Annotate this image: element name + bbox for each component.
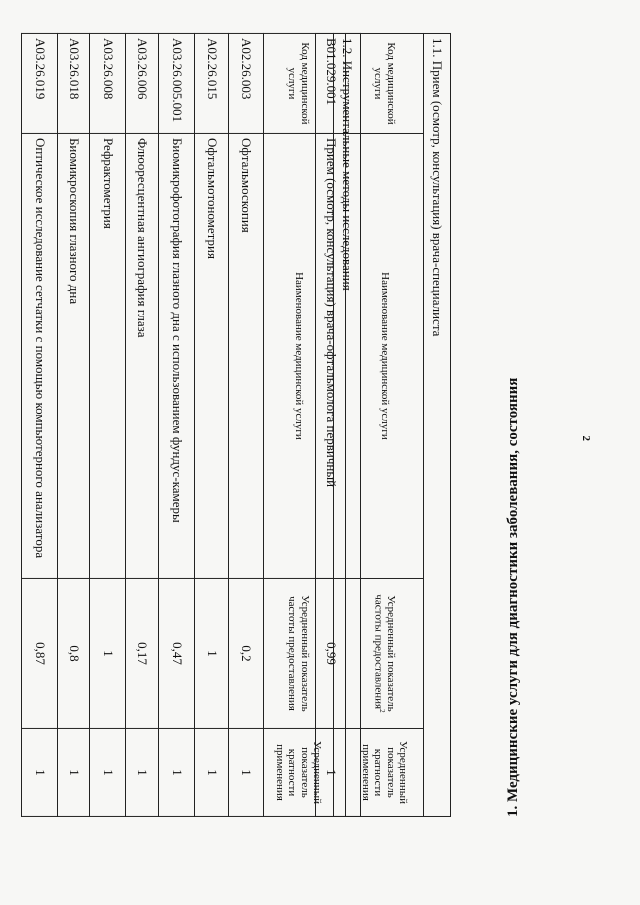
cell-code: A02.26.003 <box>229 33 264 133</box>
cell-code: A03.26.018 <box>58 33 90 133</box>
header-code: Код медицинской услуги <box>346 33 424 133</box>
cell-mult: 1 <box>195 728 229 816</box>
cell-freq: 1 <box>195 578 229 728</box>
cell-freq: 0,99 <box>316 578 346 728</box>
cell-mult: 1 <box>159 728 195 816</box>
header-name: Наименование медицинской услуги <box>264 133 334 578</box>
cell-freq: 1 <box>90 578 126 728</box>
cell-code: A03.26.008 <box>90 33 126 133</box>
cell-mult: 1 <box>58 728 90 816</box>
cell-name: Оптическое исследование сетчатки с помощью компьютерного анализатора <box>22 133 58 578</box>
cell-name: Прием (осмотр, консультация) врача-офтальмолога первичный <box>316 133 346 578</box>
cell-mult: 1 <box>22 728 58 816</box>
section-title: 1. Медицинские услуги для диагностики заболевания, состояния <box>505 377 521 817</box>
cell-code: A02.26.015 <box>195 33 229 133</box>
cell-freq: 0,2 <box>229 578 264 728</box>
table-instrumental <box>21 33 361 817</box>
cell-code: A03.26.019 <box>22 33 58 133</box>
cell-mult: 1 <box>90 728 126 816</box>
header-mult: Усредненный показатель кратности применения <box>264 728 334 816</box>
cell-mult: 1 <box>229 728 264 816</box>
cell-mult: 1 <box>126 728 159 816</box>
cell-name: Офтальмотонометрия <box>195 133 229 578</box>
header-mult: Усредненный показатель кратности применения <box>346 728 424 816</box>
header-code: Код медицинской услуги <box>264 33 334 133</box>
header-freq: Усредненный показатель частоты предоставления <box>264 578 334 728</box>
page-number: 2 <box>580 435 592 441</box>
cell-freq: 0,47 <box>159 578 195 728</box>
cell-name: Офтальмоскопия <box>229 133 264 578</box>
cell-mult: 1 <box>316 728 346 816</box>
cell-freq: 0,8 <box>58 578 90 728</box>
cell-code: B01.029.001 <box>316 33 346 133</box>
subsection-heading: 1.2. Инструментальные методы исследования <box>334 33 361 816</box>
cell-name: Биомикроскопия глазного дна <box>58 133 90 578</box>
cell-name: Флюоресцентная ангиография глаза <box>126 133 159 578</box>
cell-code: A03.26.006 <box>126 33 159 133</box>
cell-name: Рефрактометрия <box>90 133 126 578</box>
cell-code: A03.26.005.001 <box>159 33 195 133</box>
cell-freq: 0,17 <box>126 578 159 728</box>
header-name: Наименование медицинской услуги <box>346 133 424 578</box>
header-freq: Усредненный показатель частоты предоставления$^2$ <box>346 578 424 728</box>
cell-name: Биомикрофотография глазного дна с использованием фундус-камеры <box>159 133 195 578</box>
subsection-heading: 1.1. Прием (осмотр, консультация) врача-специалиста <box>424 33 451 816</box>
cell-freq: 0,87 <box>22 578 58 728</box>
